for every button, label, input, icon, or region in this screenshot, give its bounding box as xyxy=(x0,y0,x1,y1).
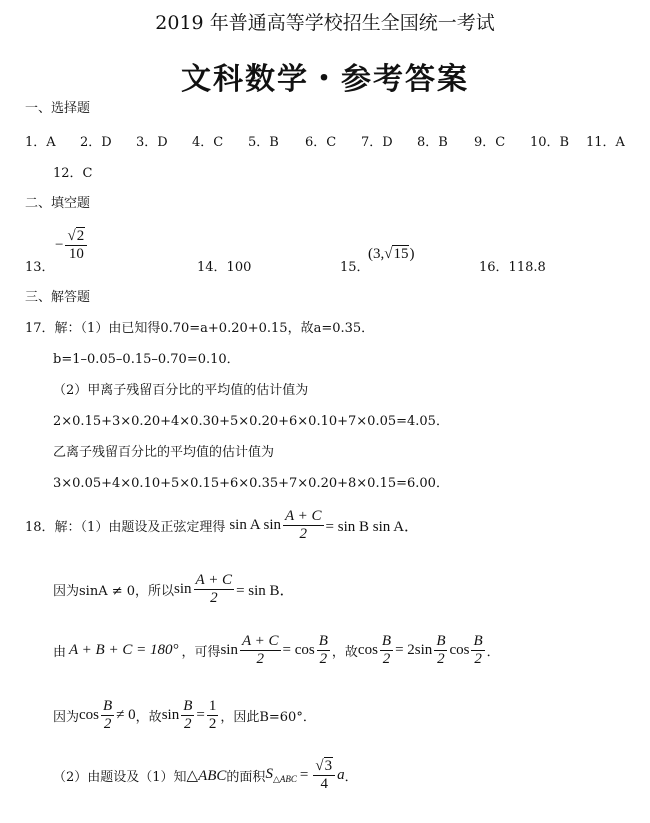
section-heading-choice: 一、选择题 xyxy=(25,101,91,116)
q18-l5-pre: （2）由题设及（1）知 xyxy=(53,770,187,785)
q18-l3-eq: A + B + C = 180° xyxy=(69,642,179,658)
q18-l5-S: S xyxy=(265,766,273,782)
q18-l3-frac4-num: B xyxy=(436,633,446,649)
q18-l3-frac5-den: 2 xyxy=(474,651,482,667)
answer-8: 8．B xyxy=(417,135,448,150)
q18-l3-frac3 xyxy=(380,633,393,668)
answer-3: 3．D xyxy=(136,135,168,150)
q18-l4-sin: sin xyxy=(161,707,180,723)
q18-l5-frac xyxy=(313,758,335,793)
q18-l4-neq: ≠ 0 xyxy=(116,707,136,723)
q18-l3-frac3-num: B xyxy=(381,633,392,649)
q18-l4-frac3 xyxy=(207,698,219,733)
q18-l4-frac3-den: 2 xyxy=(208,716,217,732)
q18-line-5 xyxy=(53,758,358,793)
q18-l4-frac2-num: B xyxy=(183,698,193,714)
q17-line-6: 3×0.05+4×0.10+5×0.15+6×0.35+7×0.20+8×0.15=6.00． xyxy=(53,476,449,491)
q18-l3-eq2: = cos xyxy=(282,642,315,658)
q17-line-3: （2）甲离子残留百分比的平均值的估计值为 xyxy=(53,383,309,398)
q18-l2-text: 因为sinA ≠ 0，所以 xyxy=(53,584,175,599)
section-heading-fill: 二、填空题 xyxy=(25,196,91,211)
q18-l3-frac2 xyxy=(317,633,330,668)
q18-line-1 xyxy=(25,508,419,543)
section-heading-solution: 三、解答题 xyxy=(25,290,91,305)
q18-l1-rhs: = sin B sin A． xyxy=(325,519,420,535)
q13-answer xyxy=(55,228,89,263)
q18-l5-mid: 的面积 xyxy=(226,770,266,785)
q18-l3-frac2-num: B xyxy=(318,633,328,649)
q17-line-4: 2×0.15+3×0.20+4×0.30+5×0.20+6×0.10+7×0.05=4.05． xyxy=(53,414,449,429)
answer-5: 5．B xyxy=(248,135,279,150)
q18-l2-frac-den: 2 xyxy=(210,590,218,606)
q18-l5-a: a xyxy=(337,767,345,783)
q18-line-2 xyxy=(53,572,295,607)
q18-l5-frac-num: √3 xyxy=(313,758,335,776)
q18-l4-cos: cos xyxy=(79,707,100,723)
answer-7: 7．D xyxy=(361,135,393,150)
q18-l3-sin: sin xyxy=(220,642,238,658)
answer-11: 11．A xyxy=(586,135,625,150)
q17-line-5: 乙离子残留百分比的平均值的估计值为 xyxy=(53,445,275,460)
q18-line-3 xyxy=(53,633,500,668)
q18-l3-frac5-num: B xyxy=(473,633,483,649)
q18-l1-lhs: sin A sin xyxy=(229,517,282,533)
q15-sqrt-arg: 15 xyxy=(393,246,409,262)
q18-l3-cos2: cos xyxy=(449,642,470,658)
q18-l2-rhs: = sin B． xyxy=(236,583,295,599)
q18-l2-frac-num: A + C xyxy=(195,572,233,588)
q18-l1-frac-den: 2 xyxy=(299,526,308,542)
q18-l4-frac2-den: 2 xyxy=(184,716,192,732)
q18-l3-gu: ，故 xyxy=(331,645,358,660)
subject-title: 文科数学・参考答案 xyxy=(181,62,469,97)
q18-line-1-text: 18．解：（1）由题设及正弦定理得 xyxy=(25,520,226,535)
q18-l4-frac1 xyxy=(101,698,114,733)
q18-l4-frac1-num: B xyxy=(103,698,113,714)
q18-l4-eq: = xyxy=(196,707,205,723)
q18-l5-tri: △ABC xyxy=(186,768,227,784)
q18-l3-frac1-num: A + C xyxy=(241,633,279,649)
q17-line-2: b=1–0.05–0.15–0.70=0.10． xyxy=(53,352,240,367)
q18-l5-eq: = xyxy=(299,767,309,783)
answer-4: 4．C xyxy=(192,135,224,150)
answer-10: 10．B xyxy=(530,135,570,150)
q18-l1-frac-num: A + C xyxy=(285,508,322,524)
q18-l3-cos: cos xyxy=(357,642,378,658)
q15-suffix: ) xyxy=(409,246,415,262)
q18-l3-frac3-den: 2 xyxy=(382,651,391,667)
answer-6: 6．C xyxy=(305,135,337,150)
answer-2: 2．D xyxy=(80,135,112,150)
answer-1: 1．A xyxy=(25,135,56,150)
q15-prefix: (3, xyxy=(368,246,385,262)
q18-l3-eq3: = 2sin xyxy=(395,642,433,658)
q16-answer: 16．118.8 xyxy=(479,260,546,275)
exam-title: 2019 年普通高等学校招生全国统一考试 xyxy=(155,12,495,34)
q18-l3-mid: ，可得 xyxy=(181,645,221,660)
q18-l4-frac2 xyxy=(181,698,194,733)
q18-l3-frac2-den: 2 xyxy=(319,651,328,667)
q18-l2-sin: sin xyxy=(174,581,192,597)
answer-9: 9．C xyxy=(474,135,506,150)
q14-answer: 14．100 xyxy=(197,260,252,275)
q18-l4-pre: 因为 xyxy=(53,710,80,725)
q18-line-4 xyxy=(53,698,316,733)
q18-l5-sqrt-arg: 3 xyxy=(324,758,333,774)
q15-label: 15． xyxy=(340,260,370,275)
q18-l3-pre: 由 xyxy=(53,645,67,660)
q18-l5-end: ． xyxy=(344,770,358,785)
answer-12: 12．C xyxy=(53,166,93,181)
q18-l3-frac4 xyxy=(434,633,447,668)
q17-line-1: 17．解：（1）由已知得0.70=a+0.20+0.15，故a=0.35． xyxy=(25,321,375,336)
q18-l5-sub: △ABC xyxy=(272,774,297,784)
q13-sqrt-arg: 2 xyxy=(76,228,85,244)
q18-l3-end: ． xyxy=(486,645,500,660)
q13-denominator: 10 xyxy=(68,246,84,262)
q18-l4-frac1-den: 2 xyxy=(103,716,112,732)
q18-l4-frac3-num: 1 xyxy=(208,698,217,714)
q13-fraction xyxy=(65,228,87,263)
q18-l2-frac xyxy=(194,572,235,607)
q18-l3-frac1 xyxy=(240,633,281,668)
q13-numerator: √2 xyxy=(65,228,87,246)
q13-label: 13． xyxy=(25,260,55,275)
q18-l1-frac xyxy=(283,508,324,543)
q18-l5-frac-den: 4 xyxy=(320,776,328,792)
q18-l4-gu: ，故 xyxy=(135,710,162,725)
q15-answer: (3,√15) xyxy=(368,246,415,262)
q18-l3-frac4-den: 2 xyxy=(437,651,445,667)
q18-l3-frac1-den: 2 xyxy=(256,651,264,667)
q18-l5-area xyxy=(265,766,296,785)
q13-minus: − xyxy=(55,237,64,253)
q18-l4-end: ，因此B=60°． xyxy=(220,710,316,725)
q18-l3-frac5 xyxy=(471,633,484,668)
